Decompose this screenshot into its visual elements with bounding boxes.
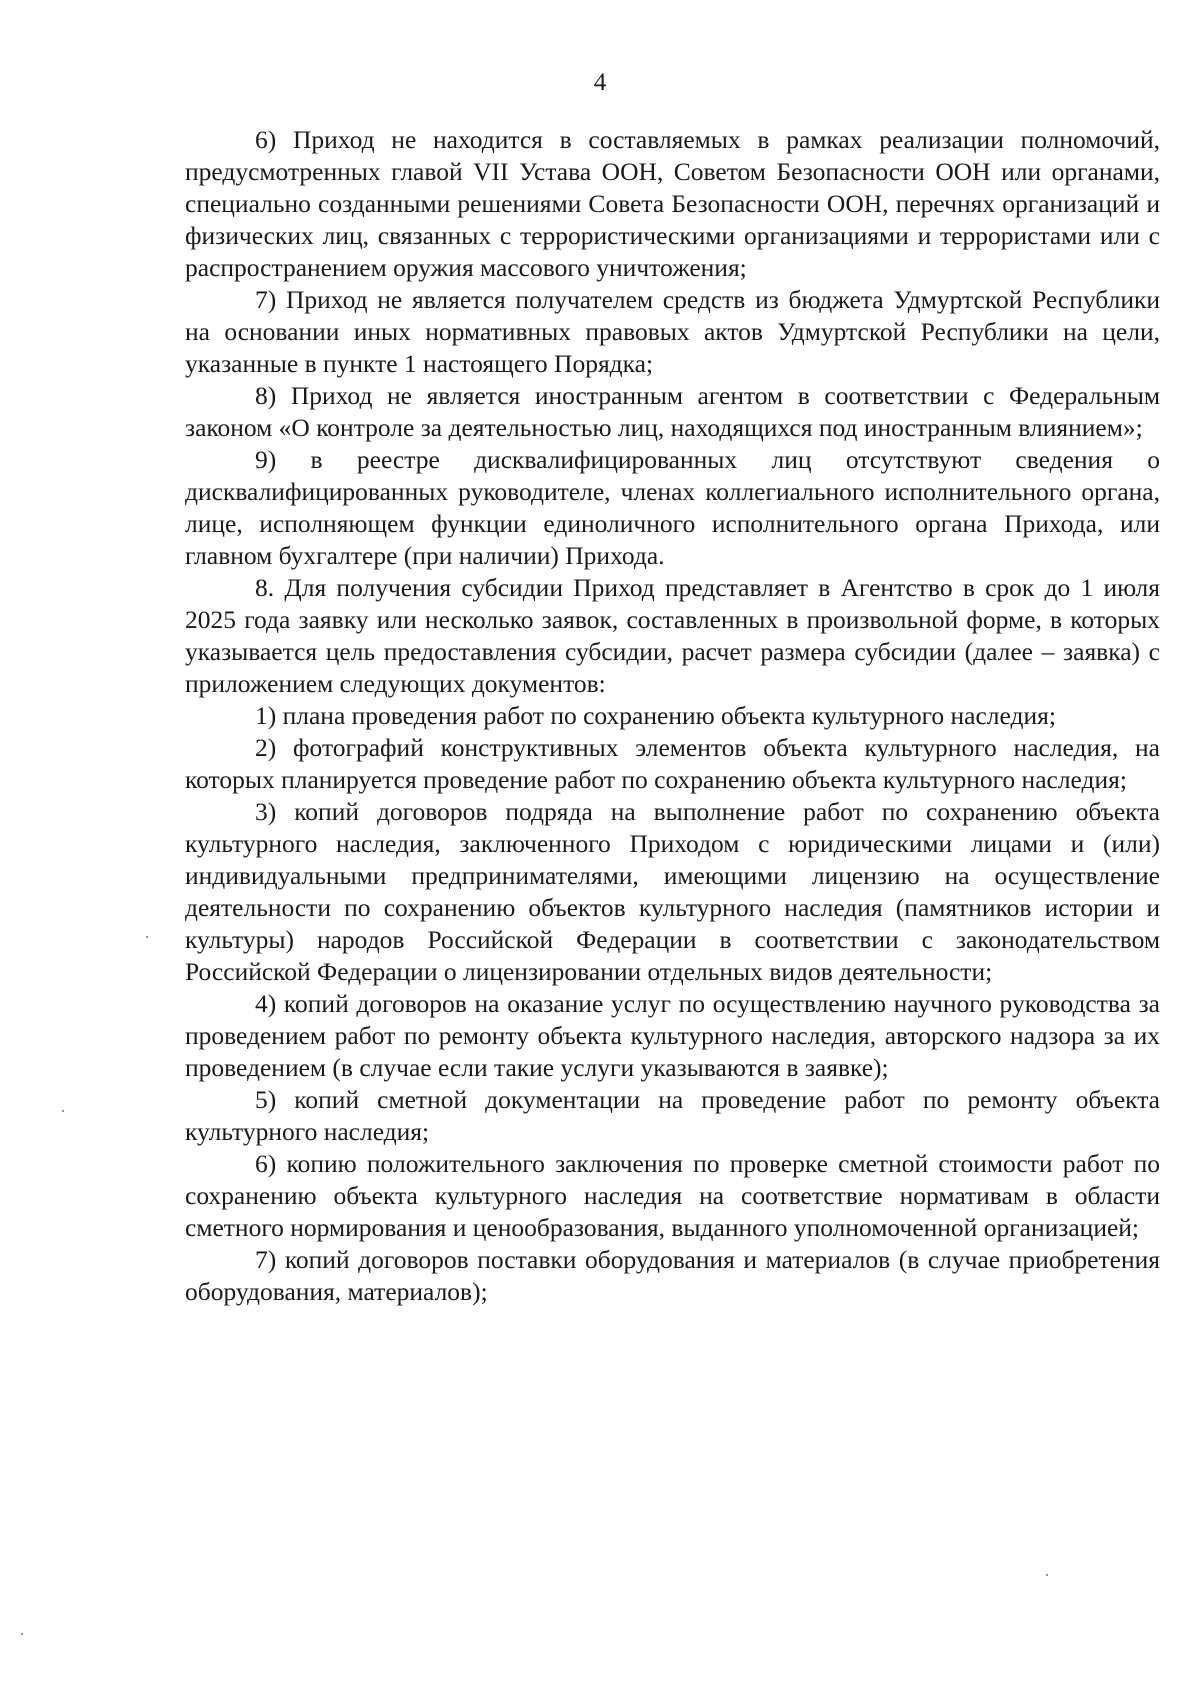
doc-item-6-estimate-conclusion: 6) копию положительного заключения по проверке сметной стоимости работ по сохранению объекта культурного наследия на соответствие нормативам в области сметного нормирования и ценообразования, выданного уполномоченной организацией; bbox=[185, 1149, 1160, 1242]
clause-6-not-in-un-lists: 6) Приход не находится в составляемых в рамках реализации полномочий, предусмотренных главой VII Устава ООН, Советом Безопасности ООН или органами, специально созданными решениями Совета Безопасности ООН, перечнях организаций и физических лиц, связанных с террористическими организациями и террористами или с распространением оружия массового уничтожения; bbox=[185, 125, 1160, 282]
section-8-application-requirements: 8. Для получения субсидии Приход представляет в Агентство в срок до 1 июля 2025 года заявку или несколько заявок, составленных в произвольной форме, в которых указывается цель предоставления субсидии, расчет размера субсидии (далее – заявка) с приложением следующих документов: bbox=[185, 573, 1160, 698]
clause-7-not-budget-recipient: 7) Приход не является получателем средств из бюджета Удмуртской Республики на основании иных нормативных правовых актов Удмуртской Республики на цели, указанные в пункте 1 настоящего Порядка; bbox=[185, 285, 1160, 378]
scan-speck bbox=[62, 1110, 64, 1112]
doc-item-3-contract-copies: 3) копий договоров подряда на выполнение работ по сохранению объекта культурного наследия, заключенного Приходом с юридическими лицами и (или) индивидуальными предпринимателями, имеющими лицензию на осуществление деятельности по сохранению объектов культурного наследия (памятников истории и культуры) народов Российской Федерации в соответствии с законодательством Российской Федерации о лицензировании отдельных видов деятельности; bbox=[185, 797, 1160, 986]
doc-item-1-work-plan: 1) плана проведения работ по сохранению объекта культурного наследия; bbox=[255, 701, 1056, 730]
scan-speck bbox=[1046, 1574, 1048, 1576]
page-number: 4 bbox=[593, 69, 607, 96]
scan-speck bbox=[21, 1633, 23, 1635]
document-body bbox=[185, 124, 1160, 1308]
clause-8-not-foreign-agent: 8) Приход не является иностранным агентом в соответствии с Федеральным законом «О контроле за деятельностью лиц, находящихся под иностранным влиянием»; bbox=[185, 381, 1160, 442]
doc-item-4-service-contracts: 4) копий договоров на оказание услуг по осуществлению научного руководства за проведением работ по ремонту объекта культурного наследия, авторского надзора за их проведением (в случае если такие услуги указываются в заявке); bbox=[185, 989, 1160, 1082]
clause-9-disqualified-registry: 9) в реестре дисквалифицированных лиц отсутствуют сведения о дисквалифицированных руководителе, членах коллегиального исполнительного органа, лице, исполняющем функции единоличного исполнительного органа Прихода, или главном бухгалтере (при наличии) Прихода. bbox=[185, 445, 1160, 570]
doc-item-5-estimate-docs: 5) копий сметной документации на проведение работ по ремонту объекта культурного наследия; bbox=[185, 1085, 1160, 1146]
doc-item-7-supply-contracts: 7) копий договоров поставки оборудования и материалов (в случае приобретения оборудования, материалов); bbox=[185, 1245, 1160, 1306]
scan-speck bbox=[146, 936, 148, 938]
doc-item-2-photographs: 2) фотографий конструктивных элементов объекта культурного наследия, на которых планируется проведение работ по сохранению объекта культурного наследия; bbox=[185, 733, 1160, 794]
